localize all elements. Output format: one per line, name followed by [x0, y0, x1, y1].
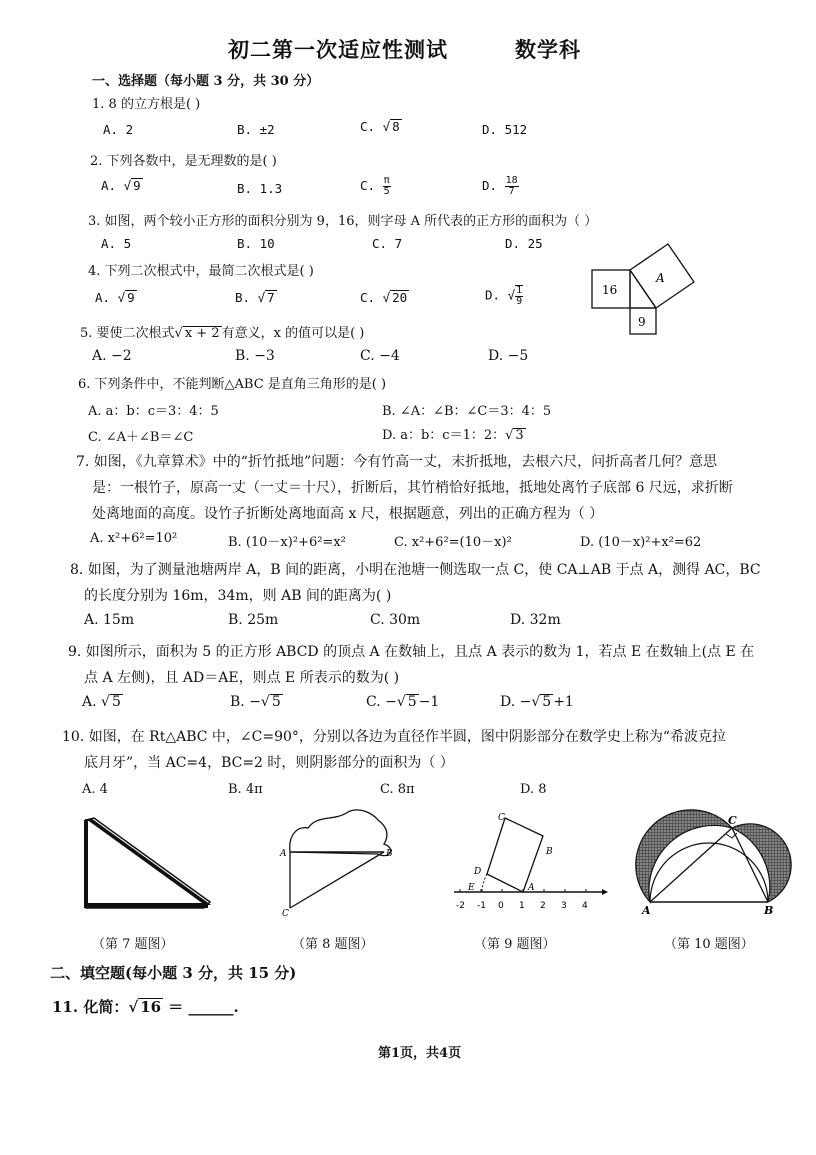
section2-title: 二、填空题(每小题 3 分，共 15 分)	[50, 964, 297, 982]
q9-option-c: C. −√ 5 −1	[366, 694, 440, 710]
exam-title: 初二第一次适应性测试	[228, 37, 448, 62]
fig9-tick-label: 2	[540, 901, 546, 911]
q8-line1: 8. 如图，为了测量池塘两岸 A，B 间的距离，小明在池塘一侧选取一点 C，使 CA⊥AB 于点 A，测得 AC，BC	[70, 562, 761, 578]
q10-option-c: C. 8π	[380, 782, 415, 797]
q8-option-b: B. 25m	[228, 612, 279, 628]
fig9-label-a: A	[528, 883, 535, 893]
fig10-hippocrates-lunes	[640, 806, 790, 918]
q7-option-c: C. x²+6²=(10－x)²	[394, 535, 512, 550]
q7-line2: 是：一根竹子，原高一丈（一丈＝十尺），折断后，其竹梢恰好抵地，抵地处离竹子底部 6 尺远，求折断	[92, 480, 733, 496]
q4-option-c: C. √ 20	[360, 290, 408, 305]
q1-option-d: D. 512	[482, 122, 528, 137]
caption-fig7: （第 7 题图）	[92, 937, 174, 952]
fig9-tick-label: -2	[456, 901, 465, 911]
q7-line1: 7. 如图，《九章算术》中的“折竹抵地”问题：今有竹高一丈，末折抵地，去根六尺，问折高者几何？意思	[76, 454, 718, 470]
q11: 11. 化简：√ 16 ＝ ______.	[52, 998, 239, 1016]
fig9-tick-label: 4	[582, 901, 588, 911]
q8-option-c: C. 30m	[370, 612, 421, 628]
q3-stem: 3. 如图，两个较小正方形的面积分别为 9，16，则字母 A 所代表的正方形的面积为（ ）	[88, 214, 598, 229]
q8-option-d: D. 32m	[510, 612, 561, 628]
fig10-label-a: A	[642, 904, 651, 917]
q8-option-a: A. 15m	[84, 612, 135, 628]
q7-option-d: D. (10－x)²+x²=62	[580, 535, 702, 550]
fig9-tick-label: 0	[498, 901, 504, 911]
q5-option-b: B. −3	[235, 348, 275, 364]
q2-option-b: B. 1.3	[237, 181, 283, 196]
q2-option-d: D. $\frac{18}{7}$	[482, 175, 518, 197]
fig7-bamboo-triangle	[80, 812, 220, 912]
q9-option-b: B. −√ 5	[230, 694, 281, 710]
q2-option-c: C. $\frac{\pi}{5}$	[360, 175, 390, 197]
fig9-tick-label: 1	[519, 901, 525, 911]
section1-title: 一、选择题（每小题 3 分，共 30 分）	[92, 74, 320, 89]
q5-option-d: D. −5	[488, 348, 529, 364]
q3-option-c: C. 7	[372, 236, 403, 251]
q1-option-a: A. 2	[103, 122, 134, 137]
caption-fig10: （第 10 题图）	[664, 937, 754, 952]
fig9-label-b: B	[546, 847, 553, 857]
fig10-label-c: C	[728, 814, 737, 827]
q3-option-d: D. 25	[505, 236, 543, 251]
q6-option-c: C. ∠A＋∠B＝∠C	[88, 430, 194, 445]
q6-option-a: A. a：b：c＝3：4：5	[88, 404, 219, 419]
q10-option-d: D. 8	[520, 782, 547, 797]
page-footer: 第1页，共4页	[378, 1046, 462, 1061]
fig10-label-b: B	[764, 904, 774, 917]
q7-option-b: B. (10－x)²+6²=x²	[228, 535, 346, 550]
fig9-label-e: E	[468, 883, 475, 893]
q2-option-a: A. √ 9	[101, 178, 141, 193]
fig9-tick-label: -1	[477, 901, 486, 911]
q5-option-c: C. −4	[360, 348, 400, 364]
q9-option-d: D. −√ 5 +1	[500, 694, 574, 710]
fig9-label-d: D	[474, 867, 482, 877]
q3-squares-figure	[590, 238, 710, 338]
fig8-label-c: C	[282, 909, 289, 919]
q7-line3: 处离地面的高度。设竹子折断处离地面高 x 尺，根据题意，列出的正确方程为（ ）	[92, 506, 604, 522]
caption-fig8: （第 8 题图）	[292, 937, 374, 952]
q4-option-a: A. √ 9	[95, 290, 135, 305]
q6-stem: 6. 下列条件中，不能判断△ABC 是直角三角形的是( )	[78, 377, 387, 392]
q4-stem: 4. 下列二次根式中，最简二次根式是( )	[88, 264, 314, 279]
q2-stem: 2. 下列各数中，是无理数的是( )	[90, 154, 277, 169]
fig9-tick-label: 3	[561, 901, 567, 911]
q9-option-a: A. √ 5	[82, 694, 121, 710]
fig8-label-b: B	[386, 849, 393, 859]
q1-stem: 1. 8 的立方根是( )	[92, 97, 201, 112]
caption-fig9: （第 9 题图）	[474, 937, 556, 952]
exam-subject: 数学科	[515, 37, 581, 62]
q9-line1: 9. 如图所示，面积为 5 的正方形 ABCD 的顶点 A 在数轴上，且点 A 表示的数为 1，若点 E 在数轴上(点 E 在	[68, 644, 755, 660]
q1-option-b: B. ±2	[237, 122, 275, 137]
q4-option-d: D. √ $\frac{1}{9}$	[485, 285, 523, 307]
q10-option-b: B. 4π	[228, 782, 263, 797]
q10-option-a: A. 4	[82, 782, 108, 797]
q7-option-a: A. x²+6²=10²	[90, 531, 178, 546]
label-16: 16	[602, 283, 618, 297]
q5-stem: 5. 要使二次根式√ x + 2 有意义，x 的值可以是( )	[80, 326, 365, 341]
q5-option-a: A. −2	[92, 348, 132, 364]
q9-line2: 点 A 左侧)，且 AD＝AE，则点 E 所表示的数为( )	[84, 670, 400, 686]
q6-option-d: D. a：b：c＝1：2：√ 3	[382, 428, 524, 443]
q4-option-b: B. √ 7	[235, 290, 275, 305]
q10-line2: 底月牙”，当 AC=4，BC=2 时，则阴影部分的面积为（ ）	[84, 755, 454, 771]
label-9: 9	[638, 315, 646, 329]
q1-option-c: C. √ 8	[360, 119, 400, 134]
fig8-label-a: A	[280, 849, 287, 859]
q8-line2: 的长度分别为 16m，34m，则 AB 间的距离为( )	[84, 588, 392, 604]
fig8-pond	[278, 804, 408, 919]
q3-option-a: A. 5	[101, 236, 132, 251]
q6-option-b: B. ∠A：∠B：∠C＝3：4：5	[382, 404, 552, 419]
label-a: A	[656, 271, 665, 285]
q3-option-b: B. 10	[237, 236, 275, 251]
fig9-square-number-line	[448, 810, 608, 916]
q10-line1: 10. 如图，在 Rt△ABC 中，∠C=90°，分别以各边为直径作半圆，图中阴影部分在数学史上称为“希波克拉	[62, 729, 727, 745]
fig9-label-c: C	[498, 813, 505, 823]
